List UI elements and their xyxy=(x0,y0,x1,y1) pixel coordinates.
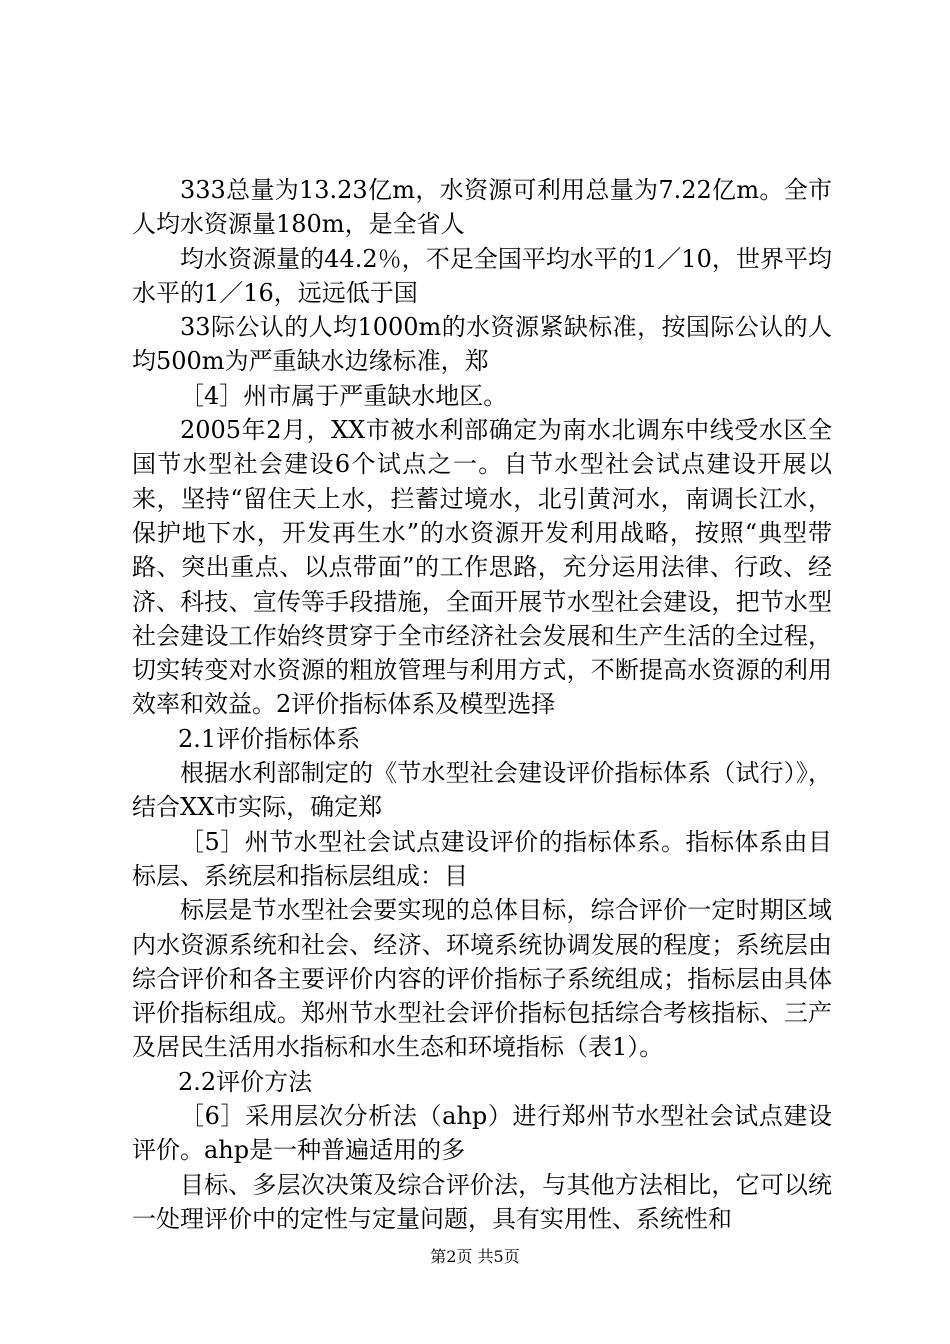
page-number-label: 第2页 共5页 xyxy=(430,1247,520,1266)
paragraph-ahp-advantages: 目标、多层次决策及综合评价法，与其他方法相比，它可以统一处理评价中的定性与定量问题，具有实用性、系统性和 xyxy=(132,1170,832,1233)
paragraph-indicator-basis: 根据水利部制定的《节水型社会建设评价指标体系（试行）》，结合XX市实际，确定郑 xyxy=(132,759,832,822)
paragraph-pilot-construction: 2005年2月，XX市被水利部确定为南水北调东中线受水区全国节水型社会建设6个试点之一。自节水型社会试点建设开展以来，坚持“留住天上水，拦蓄过境水，北引黄河水，南调长江水，保护地下水，开发再生水”的水资源开发利用战略，按照“典型带路、突出重点、以点带面”的工作思路，充分运用法律、行政、经济、科技、宣传等手段措施，全面开展节水型社会建设，把节水型社会建设工作始终贯穿于全市经济社会发展和生产生活的全过程，切实转变对水资源的粗放管理与利用方式，不断提高水资源的利用效率和效益。2评价指标体系及模型选择 xyxy=(132,416,832,719)
paragraph-ahp-method: ［6］采用层次分析法（ahp）进行郑州节水型社会试点建设评价。ahp是一种普遍适用的多 xyxy=(132,1102,832,1165)
section-heading-evaluation-method: 2.2评价方法 xyxy=(178,1067,313,1096)
paragraph-target-layer: 标层是节水型社会要实现的总体目标，综合评价一定时期区域内水资源系统和社会、经济、环境系统协调发展的程度；系统层由综合评价和各主要评价内容的评价指标子系统组成；指标层由具体评价指标组成。郑州节水型社会评价指标包括综合考核指标、三产及居民生活用水指标和水生态和环境指标（表1）。 xyxy=(132,896,832,1062)
document-body xyxy=(132,173,832,1236)
paragraph-indicator-structure: ［5］州节水型社会试点建设评价的指标体系。指标体系由目标层、系统层和指标层组成：目 xyxy=(132,827,832,890)
paragraph-shortage-region: ［4］州市属于严重缺水地区。 xyxy=(180,381,508,410)
section-heading-indicator-system: 2.1评价指标体系 xyxy=(178,724,361,753)
paragraph-per-capita-ratio: 均水资源量的44.2％，不足全国平均水平的1／10，世界平均水平的1／16，远远低于国 xyxy=(132,244,832,307)
paragraph-water-total: 333总量为13.23亿m，水资源可利用总量为7.22亿m。全市人均水资源量180m，是全省人 xyxy=(132,176,832,239)
page-footer xyxy=(0,1244,950,1267)
paragraph-shortage-standard: 33际公认的人均1000m的水资源紧缺标准，按国际公认的人均500m为严重缺水边缘标准，郑 xyxy=(132,313,832,376)
